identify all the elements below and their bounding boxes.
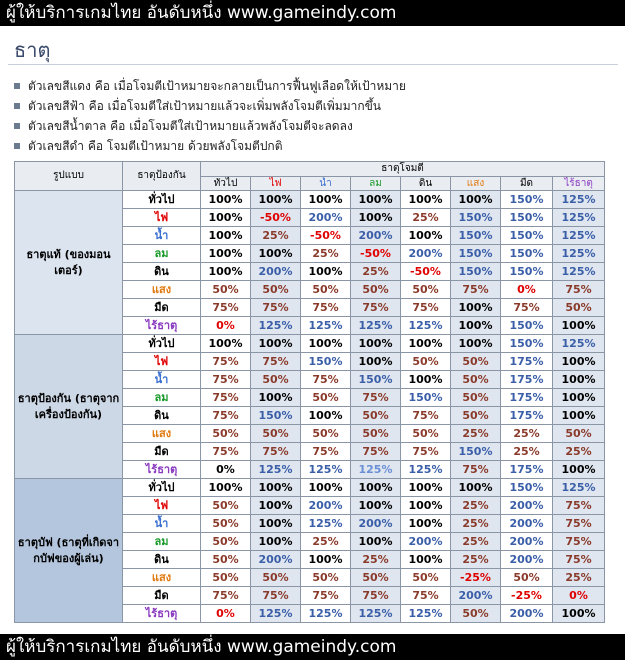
damage-cell: 75%: [553, 551, 605, 569]
damage-cell: 100%: [201, 335, 251, 353]
defense-element-label: ทั่วไป: [123, 335, 201, 353]
damage-cell: 50%: [553, 425, 605, 443]
damage-cell: 100%: [553, 605, 605, 623]
damage-cell: 100%: [401, 515, 451, 533]
damage-cell: 150%: [451, 209, 501, 227]
title-divider: [8, 64, 618, 65]
damage-cell: 0%: [501, 281, 553, 299]
damage-cell: 200%: [501, 551, 553, 569]
damage-cell: 50%: [451, 389, 501, 407]
legend-notes: [14, 76, 406, 156]
damage-cell: 100%: [553, 353, 605, 371]
damage-cell: 100%: [351, 353, 401, 371]
damage-cell: 100%: [351, 191, 401, 209]
damage-cell: 75%: [351, 443, 401, 461]
damage-cell: 0%: [201, 461, 251, 479]
attack-element-header: ลม: [351, 177, 401, 191]
damage-cell: 75%: [201, 353, 251, 371]
damage-cell: 200%: [301, 497, 351, 515]
damage-cell: 75%: [301, 299, 351, 317]
damage-cell: 25%: [351, 263, 401, 281]
damage-cell: 150%: [501, 263, 553, 281]
defense-element-label: ดิน: [123, 551, 201, 569]
damage-cell: 200%: [451, 587, 501, 605]
damage-cell: 100%: [201, 263, 251, 281]
damage-cell: -50%: [301, 227, 351, 245]
defense-element-label: ไฟ: [123, 497, 201, 515]
damage-cell: 200%: [401, 245, 451, 263]
damage-cell: 50%: [501, 569, 553, 587]
damage-cell: 75%: [553, 515, 605, 533]
damage-cell: 200%: [351, 227, 401, 245]
damage-cell: 100%: [451, 191, 501, 209]
damage-cell: 50%: [301, 425, 351, 443]
damage-cell: 50%: [351, 407, 401, 425]
damage-cell: 125%: [553, 335, 605, 353]
damage-cell: 125%: [301, 317, 351, 335]
damage-cell: 200%: [501, 497, 553, 515]
damage-cell: 100%: [451, 335, 501, 353]
damage-cell: 150%: [501, 227, 553, 245]
damage-cell: 25%: [451, 551, 501, 569]
defense-element-label: ลม: [123, 389, 201, 407]
damage-cell: 25%: [501, 425, 553, 443]
damage-cell: 50%: [201, 425, 251, 443]
damage-cell: 150%: [451, 245, 501, 263]
defense-element-label: น้ำ: [123, 371, 201, 389]
damage-cell: 200%: [501, 515, 553, 533]
defense-element-label: มืด: [123, 443, 201, 461]
defense-element-label: ดิน: [123, 263, 201, 281]
attack-element-header: ไฟ: [251, 177, 301, 191]
damage-cell: 75%: [401, 299, 451, 317]
damage-cell: 50%: [251, 281, 301, 299]
defense-element-label: แสง: [123, 281, 201, 299]
damage-cell: 100%: [401, 191, 451, 209]
damage-cell: 125%: [553, 227, 605, 245]
page-title: ธาตุ: [14, 38, 51, 62]
defense-element-label: ทั่วไป: [123, 191, 201, 209]
damage-cell: 125%: [553, 263, 605, 281]
damage-cell: 75%: [201, 371, 251, 389]
damage-cell: 0%: [201, 317, 251, 335]
damage-cell: 75%: [201, 443, 251, 461]
attack-element-header: ไร้ธาตุ: [553, 177, 605, 191]
damage-cell: 75%: [451, 461, 501, 479]
damage-cell: 100%: [553, 407, 605, 425]
defense-element-label: ไร้ธาตุ: [123, 605, 201, 623]
damage-cell: 50%: [201, 281, 251, 299]
damage-cell: 100%: [451, 299, 501, 317]
damage-cell: 75%: [201, 299, 251, 317]
damage-cell: 100%: [553, 371, 605, 389]
damage-cell: 100%: [553, 317, 605, 335]
damage-cell: 100%: [251, 191, 301, 209]
defense-element-label: น้ำ: [123, 227, 201, 245]
damage-cell: 100%: [301, 335, 351, 353]
damage-cell: -50%: [401, 263, 451, 281]
damage-cell: 100%: [251, 497, 301, 515]
damage-cell: 100%: [451, 479, 501, 497]
table-row: [15, 479, 605, 497]
damage-cell: 175%: [501, 407, 553, 425]
damage-cell: 100%: [351, 209, 401, 227]
damage-cell: 100%: [251, 335, 301, 353]
damage-cell: 50%: [251, 569, 301, 587]
damage-cell: 150%: [301, 353, 351, 371]
damage-cell: 25%: [451, 425, 501, 443]
group-label: ธาตุแท้ (ของมอนเตอร์): [15, 191, 123, 335]
damage-cell: 75%: [351, 389, 401, 407]
defense-element-label: มืด: [123, 299, 201, 317]
damage-cell: 150%: [451, 263, 501, 281]
damage-cell: 100%: [301, 407, 351, 425]
header-attack-element: ธาตุโจมตี: [201, 162, 605, 177]
damage-cell: 150%: [501, 245, 553, 263]
damage-cell: 150%: [501, 191, 553, 209]
top-banner: ผู้ให้บริการเกมไทย อันดับหนึ่ง www.gameindy.com: [0, 0, 625, 26]
damage-cell: 100%: [201, 227, 251, 245]
damage-cell: 50%: [401, 353, 451, 371]
damage-cell: 75%: [553, 533, 605, 551]
damage-cell: 25%: [553, 443, 605, 461]
table-row: [15, 335, 605, 353]
damage-cell: 200%: [351, 515, 401, 533]
damage-cell: 100%: [401, 227, 451, 245]
damage-cell: 50%: [201, 569, 251, 587]
damage-cell: 175%: [501, 371, 553, 389]
square-bullet-icon: [14, 103, 20, 109]
damage-cell: 100%: [401, 335, 451, 353]
damage-cell: 125%: [401, 605, 451, 623]
header-defense-element: ธาตุป้องกัน: [123, 162, 201, 191]
damage-cell: 50%: [301, 281, 351, 299]
damage-cell: 0%: [553, 587, 605, 605]
damage-cell: 50%: [553, 299, 605, 317]
defense-element-label: ไฟ: [123, 353, 201, 371]
damage-cell: 100%: [351, 497, 401, 515]
damage-cell: 25%: [451, 497, 501, 515]
damage-cell: 150%: [351, 371, 401, 389]
damage-cell: 25%: [301, 533, 351, 551]
damage-cell: 125%: [251, 461, 301, 479]
damage-cell: 125%: [401, 317, 451, 335]
defense-element-label: ดิน: [123, 407, 201, 425]
damage-cell: 125%: [553, 479, 605, 497]
damage-cell: 100%: [553, 461, 605, 479]
defense-element-label: ทั่วไป: [123, 479, 201, 497]
damage-cell: 125%: [553, 191, 605, 209]
damage-cell: 50%: [301, 569, 351, 587]
damage-cell: 125%: [401, 461, 451, 479]
damage-cell: 100%: [301, 191, 351, 209]
square-bullet-icon: [14, 83, 20, 89]
damage-cell: 100%: [251, 515, 301, 533]
damage-cell: 100%: [201, 191, 251, 209]
damage-cell: 50%: [451, 371, 501, 389]
damage-cell: 75%: [451, 281, 501, 299]
damage-cell: 25%: [553, 569, 605, 587]
damage-cell: -25%: [451, 569, 501, 587]
note-black: ตัวเลขสีดำ คือ โจมตีเป้าหมาย ด้วยพลังโจมตีปกติ: [14, 136, 406, 156]
defense-element-label: ลม: [123, 533, 201, 551]
damage-cell: 75%: [301, 587, 351, 605]
group-label: ธาตุบัฟ (ธาตุที่เกิดจากบัฟของผู้เล่น): [15, 479, 123, 623]
defense-element-label: แสง: [123, 425, 201, 443]
damage-cell: 100%: [201, 245, 251, 263]
damage-cell: 75%: [251, 299, 301, 317]
defense-element-label: แสง: [123, 569, 201, 587]
damage-cell: 75%: [401, 587, 451, 605]
damage-cell: 50%: [401, 569, 451, 587]
damage-cell: 50%: [251, 425, 301, 443]
damage-cell: 50%: [201, 533, 251, 551]
header-form: รูปแบบ: [15, 162, 123, 191]
damage-cell: 200%: [501, 533, 553, 551]
damage-cell: 100%: [301, 551, 351, 569]
attack-element-header: ดิน: [401, 177, 451, 191]
damage-cell: 50%: [201, 551, 251, 569]
damage-cell: 100%: [401, 497, 451, 515]
damage-cell: 75%: [351, 299, 401, 317]
damage-cell: 100%: [251, 245, 301, 263]
damage-cell: 100%: [351, 335, 401, 353]
damage-cell: 100%: [251, 479, 301, 497]
damage-cell: 75%: [301, 371, 351, 389]
attack-element-header: แสง: [451, 177, 501, 191]
element-damage-table: [14, 161, 605, 623]
damage-cell: 50%: [351, 425, 401, 443]
damage-cell: 0%: [201, 605, 251, 623]
damage-cell: 175%: [501, 389, 553, 407]
damage-cell: 25%: [351, 551, 401, 569]
damage-cell: 125%: [301, 605, 351, 623]
damage-cell: 100%: [301, 479, 351, 497]
damage-cell: 25%: [301, 245, 351, 263]
damage-cell: 50%: [401, 281, 451, 299]
damage-cell: 100%: [351, 533, 401, 551]
damage-cell: 25%: [451, 533, 501, 551]
damage-cell: 100%: [201, 209, 251, 227]
table-body: [15, 191, 605, 623]
note-blue: ตัวเลขสีฟ้า คือ เมื่อโจมตีใส่เป้าหมายแล้วจะเพิ่มพลังโจมตีเพิ่มมากขึ้น: [14, 96, 406, 116]
damage-cell: 100%: [451, 317, 501, 335]
damage-cell: 150%: [501, 317, 553, 335]
damage-cell: 150%: [501, 479, 553, 497]
defense-element-label: ลม: [123, 245, 201, 263]
damage-cell: 50%: [451, 353, 501, 371]
square-bullet-icon: [14, 123, 20, 129]
table-row: [15, 191, 605, 209]
damage-cell: 50%: [301, 389, 351, 407]
damage-cell: 150%: [501, 209, 553, 227]
bottom-banner: ผู้ให้บริการเกมไทย อันดับหนึ่ง www.gameindy.com: [0, 634, 625, 660]
defense-element-label: น้ำ: [123, 515, 201, 533]
damage-cell: 50%: [451, 605, 501, 623]
damage-cell: 50%: [351, 281, 401, 299]
damage-cell: 175%: [501, 353, 553, 371]
square-bullet-icon: [14, 143, 20, 149]
damage-cell: 75%: [251, 587, 301, 605]
damage-cell: 75%: [301, 443, 351, 461]
damage-cell: 125%: [553, 245, 605, 263]
damage-cell: -50%: [251, 209, 301, 227]
damage-cell: 100%: [201, 479, 251, 497]
damage-cell: 125%: [251, 605, 301, 623]
damage-cell: 125%: [251, 317, 301, 335]
damage-cell: 100%: [251, 389, 301, 407]
damage-cell: 125%: [301, 461, 351, 479]
damage-cell: 100%: [401, 479, 451, 497]
damage-cell: 75%: [501, 299, 553, 317]
damage-cell: -25%: [501, 587, 553, 605]
damage-cell: 125%: [301, 515, 351, 533]
damage-cell: 200%: [401, 533, 451, 551]
damage-cell: 100%: [301, 263, 351, 281]
damage-cell: 100%: [401, 551, 451, 569]
damage-cell: 100%: [553, 389, 605, 407]
damage-cell: 75%: [251, 443, 301, 461]
damage-cell: 125%: [553, 209, 605, 227]
damage-cell: 125%: [351, 461, 401, 479]
attack-element-header: ทั่วไป: [201, 177, 251, 191]
defense-element-label: ไร้ธาตุ: [123, 317, 201, 335]
damage-cell: 200%: [301, 209, 351, 227]
damage-cell: 75%: [201, 389, 251, 407]
damage-cell: 75%: [351, 587, 401, 605]
damage-cell: 200%: [251, 551, 301, 569]
damage-cell: 125%: [351, 605, 401, 623]
damage-cell: 150%: [401, 389, 451, 407]
damage-cell: 75%: [401, 407, 451, 425]
damage-cell: 100%: [251, 533, 301, 551]
damage-cell: 150%: [451, 227, 501, 245]
damage-cell: 25%: [251, 227, 301, 245]
damage-cell: 100%: [401, 371, 451, 389]
defense-element-label: มืด: [123, 587, 201, 605]
note-red: ตัวเลขสีแดง คือ เมื่อโจมตีเป้าหมายจะกลายเป็นการฟื้นฟูเลือดให้เป้าหมาย: [14, 76, 406, 96]
damage-cell: 150%: [251, 407, 301, 425]
damage-cell: 50%: [201, 497, 251, 515]
damage-cell: 50%: [401, 425, 451, 443]
damage-cell: 75%: [201, 407, 251, 425]
damage-cell: 50%: [351, 569, 401, 587]
note-brown: ตัวเลขสีน้ำตาล คือ เมื่อโจมตีใส่เป้าหมายแล้วพลังโจมตีจะลดลง: [14, 116, 406, 136]
damage-cell: 75%: [553, 497, 605, 515]
attack-element-header: น้ำ: [301, 177, 351, 191]
damage-cell: 150%: [451, 443, 501, 461]
damage-cell: 150%: [501, 335, 553, 353]
damage-cell: 75%: [251, 353, 301, 371]
damage-cell: 175%: [501, 461, 553, 479]
damage-cell: 75%: [401, 443, 451, 461]
damage-cell: 100%: [351, 479, 401, 497]
damage-cell: 75%: [553, 281, 605, 299]
damage-cell: 200%: [251, 263, 301, 281]
damage-cell: 200%: [501, 605, 553, 623]
damage-cell: 25%: [401, 209, 451, 227]
damage-cell: -50%: [351, 245, 401, 263]
damage-cell: 50%: [201, 515, 251, 533]
damage-cell: 125%: [351, 317, 401, 335]
damage-cell: 75%: [201, 587, 251, 605]
damage-cell: 50%: [251, 371, 301, 389]
damage-cell: 50%: [451, 407, 501, 425]
attack-element-header: มืด: [501, 177, 553, 191]
defense-element-label: ไร้ธาตุ: [123, 461, 201, 479]
damage-cell: 25%: [501, 443, 553, 461]
defense-element-label: ไฟ: [123, 209, 201, 227]
group-label: ธาตุป้องกัน (ธาตุจากเครื่องป้องกัน): [15, 335, 123, 479]
damage-cell: 25%: [451, 515, 501, 533]
